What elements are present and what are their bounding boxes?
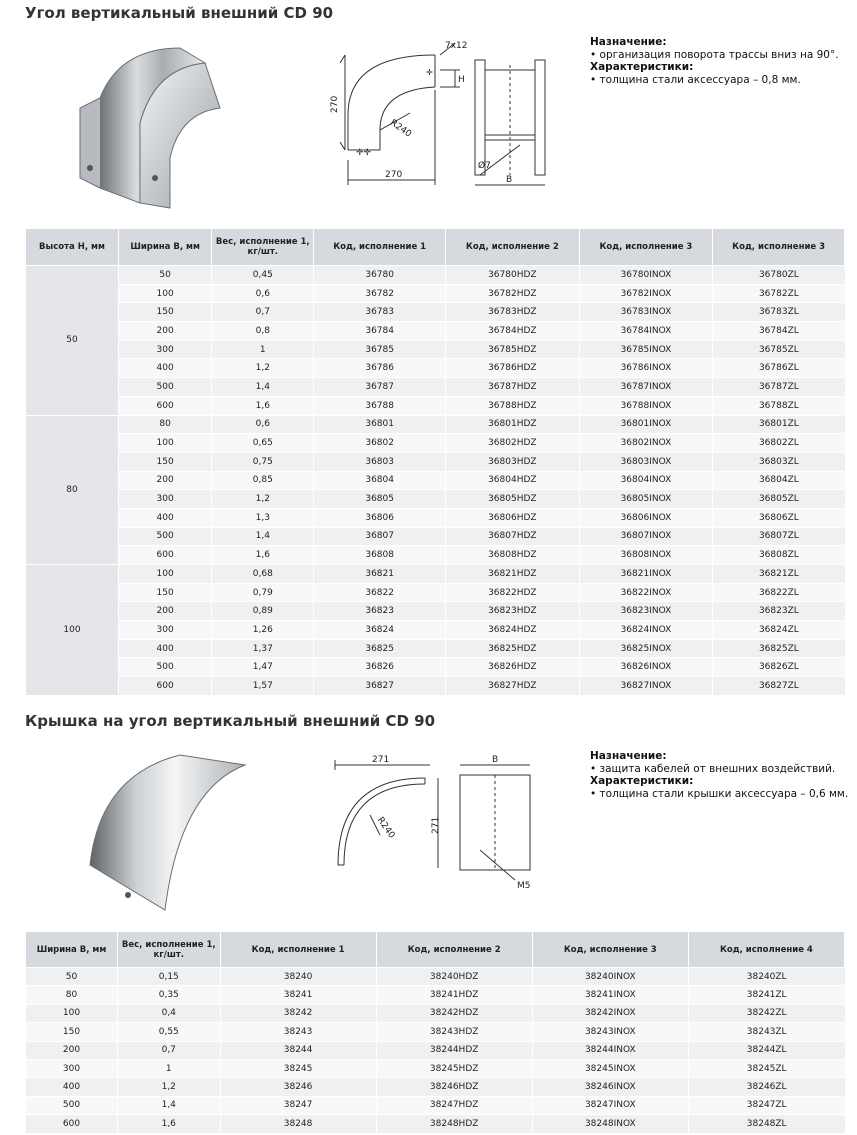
table-row (26, 621, 845, 640)
table-cell: 36780ZL (713, 266, 845, 285)
table-cell: 36788HDZ (446, 396, 580, 415)
table-cell: 400 (26, 1078, 118, 1096)
table-cell: 36803HDZ (446, 452, 580, 471)
cover-label-radius: R240 (374, 815, 397, 841)
section2-title: Крышка на угол вертикальный внешний CD 90 (25, 712, 436, 730)
table-cell: 0,55 (118, 1023, 221, 1041)
table-cell: 36821INOX (579, 565, 713, 584)
table-cell: 36802 (314, 434, 446, 453)
table-cell: 38242ZL (688, 1004, 844, 1022)
bend-product-photo (60, 28, 240, 218)
table-cell: 36826HDZ (446, 658, 580, 677)
table-cell: 36785ZL (713, 340, 845, 359)
table-cell: 36803 (314, 452, 446, 471)
table-cell: 36782HDZ (446, 284, 580, 303)
table-cell: 0,79 (212, 583, 314, 602)
table-cell: 38246 (220, 1078, 376, 1096)
table-cell: 36805INOX (579, 490, 713, 509)
table-cell: 38243 (220, 1023, 376, 1041)
bend-label-h: H (458, 75, 465, 85)
table-row (26, 284, 845, 303)
table-cell: 36804INOX (579, 471, 713, 490)
section1-title: Угол вертикальный внешний CD 90 (25, 4, 334, 22)
table-cell: 0,45 (212, 266, 314, 285)
table-cell: 36802ZL (713, 434, 845, 453)
table-cell: 0,7 (212, 303, 314, 322)
table-cell: 38248 (220, 1115, 376, 1133)
col-header: Вес, исполнение 1, кг/шт. (212, 229, 314, 266)
col-header: Высота H, мм (26, 229, 119, 266)
table-cell: 600 (118, 677, 211, 696)
table-cell: 36803INOX (579, 452, 713, 471)
table-cell: 300 (118, 621, 211, 640)
table-cell: 38246INOX (532, 1078, 688, 1096)
table-cell: 36784INOX (579, 322, 713, 341)
table-row (26, 359, 845, 378)
table-cell: 36807ZL (713, 527, 845, 546)
table-cell: 150 (118, 303, 211, 322)
table-row (26, 303, 845, 322)
table-cell: 38241ZL (688, 986, 844, 1004)
table-cell: 36806HDZ (446, 508, 580, 527)
svg-text:✛✛: ✛✛ (356, 148, 372, 158)
table-cell: 38248INOX (532, 1115, 688, 1133)
table-cell: 300 (118, 490, 211, 509)
table-cell: 36786ZL (713, 359, 845, 378)
table-cell: 36822 (314, 583, 446, 602)
table-cell: 1,2 (212, 359, 314, 378)
table-cell: 36784HDZ (446, 322, 580, 341)
table-cell: 36787INOX (579, 378, 713, 397)
table-cell: 100 (118, 565, 211, 584)
table-cell: 36806 (314, 508, 446, 527)
table-cell: 36821ZL (713, 565, 845, 584)
table-cell: 1,3 (212, 508, 314, 527)
table-cell: 36788 (314, 396, 446, 415)
table-cell: 36822HDZ (446, 583, 580, 602)
col-header: Код, исполнение 2 (446, 229, 580, 266)
purpose-text: • защита кабелей от внешних воздействий. (590, 762, 836, 775)
table-row (26, 527, 845, 546)
table-row (26, 602, 845, 621)
table-cell: 36780 (314, 266, 446, 285)
table-cell: 36822ZL (713, 583, 845, 602)
cover-product-photo (60, 745, 270, 920)
bend-label-hole: Ø7 (478, 161, 491, 171)
table-cell: 36807HDZ (446, 527, 580, 546)
col-header: Код, исполнение 3 (713, 229, 845, 266)
table-row (26, 658, 845, 677)
specs-text: • толщина стали аксессуара – 0,8 мм. (590, 73, 801, 86)
table-cell: 1,6 (212, 546, 314, 565)
table-cell: 600 (118, 546, 211, 565)
bend-label-slot: 7x12 (445, 41, 468, 51)
table-cell: 36801HDZ (446, 415, 580, 434)
table-cell: 36825ZL (713, 639, 845, 658)
table-cell: 36823 (314, 602, 446, 621)
table-cell: 150 (26, 1023, 118, 1041)
table-cell: 80 (118, 415, 211, 434)
table-cell: 36808HDZ (446, 546, 580, 565)
height-group-cell: 100 (26, 565, 119, 696)
table-cell: 36808ZL (713, 546, 845, 565)
table-cell: 38243INOX (532, 1023, 688, 1041)
table-row (26, 1096, 845, 1114)
table-cell: 36827 (314, 677, 446, 696)
table-cell: 0,35 (118, 986, 221, 1004)
table-cell: 36825HDZ (446, 639, 580, 658)
table-cell: 36826ZL (713, 658, 845, 677)
table-cell: 36825INOX (579, 639, 713, 658)
table-cell: 36801ZL (713, 415, 845, 434)
table-cell: 150 (118, 452, 211, 471)
table-cell: 36808INOX (579, 546, 713, 565)
table-row (26, 1041, 845, 1059)
table-row (26, 546, 845, 565)
table-cell: 36826INOX (579, 658, 713, 677)
table-row (26, 340, 845, 359)
table-cell: 38242HDZ (376, 1004, 532, 1022)
table-cell: 0,7 (118, 1041, 221, 1059)
table-cell: 0,65 (212, 434, 314, 453)
table-cell: 38247HDZ (376, 1096, 532, 1114)
table-cell: 36783INOX (579, 303, 713, 322)
table-header-row (26, 229, 845, 266)
table-cell: 36807INOX (579, 527, 713, 546)
table-cell: 36783HDZ (446, 303, 580, 322)
table-cell: 36808 (314, 546, 446, 565)
table-cell: 36804 (314, 471, 446, 490)
table-row (26, 471, 845, 490)
table-cell: 150 (118, 583, 211, 602)
table-cell: 600 (26, 1115, 118, 1133)
purpose-text: • организация поворота трассы вниз на 90°. (590, 48, 839, 61)
bend-label-radius: R240 (388, 118, 413, 140)
table-cell: 1,2 (212, 490, 314, 509)
table-cell: 36782 (314, 284, 446, 303)
bend-label-width: 270 (385, 170, 403, 180)
table-cell: 36785HDZ (446, 340, 580, 359)
table-cell: 200 (26, 1041, 118, 1059)
table-cell: 1,4 (212, 378, 314, 397)
table-cell: 38240HDZ (376, 968, 532, 986)
table-cell: 80 (26, 986, 118, 1004)
section1-info (590, 36, 850, 86)
col-header: Вес, исполнение 1, кг/шт. (118, 932, 221, 968)
table-cell: 0,89 (212, 602, 314, 621)
table-cell: 38243ZL (688, 1023, 844, 1041)
table-cell: 36805ZL (713, 490, 845, 509)
table-cell: 36784ZL (713, 322, 845, 341)
table-cell: 100 (118, 284, 211, 303)
purpose-heading: Назначение: (590, 750, 667, 762)
table-cell: 36786 (314, 359, 446, 378)
table-cell: 38245INOX (532, 1059, 688, 1077)
col-header: Код, исполнение 2 (376, 932, 532, 968)
height-group-cell: 80 (26, 415, 119, 565)
table-cell: 0,6 (212, 415, 314, 434)
table-row (26, 1059, 845, 1077)
table-cell: 36827HDZ (446, 677, 580, 696)
table-cell: 38245 (220, 1059, 376, 1077)
table-cell: 38248HDZ (376, 1115, 532, 1133)
table-cell: 38243HDZ (376, 1023, 532, 1041)
table-cell: 36806INOX (579, 508, 713, 527)
table-cell: 1,26 (212, 621, 314, 640)
section2-info (590, 750, 850, 800)
table-cell: 100 (118, 434, 211, 453)
specs-heading: Характеристики: (590, 61, 694, 73)
table-cell: 0,68 (212, 565, 314, 584)
col-header: Код, исполнение 4 (688, 932, 844, 968)
table-cell: 36805 (314, 490, 446, 509)
table-cell: 400 (118, 359, 211, 378)
table-cell: 38248ZL (688, 1115, 844, 1133)
cover-spec-table (25, 931, 845, 1134)
table-row (26, 490, 845, 509)
table-cell: 38247ZL (688, 1096, 844, 1114)
table-cell: 38241HDZ (376, 986, 532, 1004)
table-cell: 36782INOX (579, 284, 713, 303)
table-row (26, 396, 845, 415)
table-cell: 1,4 (212, 527, 314, 546)
table-row (26, 452, 845, 471)
table-cell: 1,6 (118, 1115, 221, 1133)
table-cell: 100 (26, 1004, 118, 1022)
table-cell: 36786HDZ (446, 359, 580, 378)
table-cell: 36826 (314, 658, 446, 677)
table-row (26, 639, 845, 658)
table-cell: 500 (118, 658, 211, 677)
table-cell: 1,37 (212, 639, 314, 658)
cover-label-b: B (492, 755, 499, 765)
cover-label-width: 271 (372, 755, 390, 765)
cover-label-m: M5 (517, 881, 531, 891)
table-row (26, 266, 845, 285)
table-row (26, 378, 845, 397)
table-cell: 36782ZL (713, 284, 845, 303)
table-cell: 36824HDZ (446, 621, 580, 640)
table-cell: 36806ZL (713, 508, 845, 527)
bend-technical-drawing (320, 35, 570, 195)
table-cell: 0,85 (212, 471, 314, 490)
cover-technical-drawing (320, 750, 550, 900)
table-cell: 36801INOX (579, 415, 713, 434)
table-cell: 36823ZL (713, 602, 845, 621)
table-row (26, 1078, 845, 1096)
table-cell: 1,57 (212, 677, 314, 696)
table-row (26, 415, 845, 434)
table-cell: 500 (26, 1096, 118, 1114)
table-cell: 38240ZL (688, 968, 844, 986)
table-cell: 1 (212, 340, 314, 359)
table-cell: 38244ZL (688, 1041, 844, 1059)
table-cell: 36805HDZ (446, 490, 580, 509)
table-cell: 38245ZL (688, 1059, 844, 1077)
table-cell: 36802HDZ (446, 434, 580, 453)
table-cell: 0,8 (212, 322, 314, 341)
table-cell: 0,75 (212, 452, 314, 471)
col-header: Код, исполнение 3 (532, 932, 688, 968)
table-cell: 1,47 (212, 658, 314, 677)
table-row (26, 986, 845, 1004)
bend-label-b: B (506, 175, 513, 185)
table-row (26, 583, 845, 602)
col-header: Код, исполнение 1 (314, 229, 446, 266)
table-cell: 36822INOX (579, 583, 713, 602)
table-cell: 1,4 (118, 1096, 221, 1114)
table-cell: 36803ZL (713, 452, 845, 471)
table-cell: 36827ZL (713, 677, 845, 696)
col-header: Ширина B, мм (118, 229, 211, 266)
table-cell: 36823INOX (579, 602, 713, 621)
table-cell: 0,6 (212, 284, 314, 303)
table-cell: 36824ZL (713, 621, 845, 640)
table-cell: 36787ZL (713, 378, 845, 397)
table-cell: 38244HDZ (376, 1041, 532, 1059)
table-cell: 36827INOX (579, 677, 713, 696)
table-row (26, 322, 845, 341)
table-row (26, 1023, 845, 1041)
table-cell: 38244 (220, 1041, 376, 1059)
table-cell: 500 (118, 378, 211, 397)
table-cell: 200 (118, 471, 211, 490)
col-header: Код, исполнение 3 (579, 229, 713, 266)
table-cell: 36807 (314, 527, 446, 546)
table-cell: 0,4 (118, 1004, 221, 1022)
table-row (26, 1004, 845, 1022)
cover-label-height: 271 (431, 816, 441, 834)
table-row (26, 968, 845, 986)
table-cell: 1,6 (212, 396, 314, 415)
table-cell: 36780INOX (579, 266, 713, 285)
table-cell: 400 (118, 508, 211, 527)
table-cell: 300 (26, 1059, 118, 1077)
table-cell: 38247 (220, 1096, 376, 1114)
table-cell: 36788INOX (579, 396, 713, 415)
table-cell: 38241 (220, 986, 376, 1004)
table-cell: 0,15 (118, 968, 221, 986)
table-cell: 38240INOX (532, 968, 688, 986)
table-cell: 50 (118, 266, 211, 285)
table-cell: 50 (26, 968, 118, 986)
table-cell: 38242 (220, 1004, 376, 1022)
table-cell: 38240 (220, 968, 376, 986)
bend-label-height: 270 (330, 95, 340, 113)
table-row (26, 677, 845, 696)
table-cell: 36784 (314, 322, 446, 341)
table-cell: 600 (118, 396, 211, 415)
table-cell: 36783ZL (713, 303, 845, 322)
table-cell: 38247INOX (532, 1096, 688, 1114)
table-cell: 36801 (314, 415, 446, 434)
table-cell: 36783 (314, 303, 446, 322)
table-cell: 36788ZL (713, 396, 845, 415)
table-cell: 36787 (314, 378, 446, 397)
table-cell: 38246HDZ (376, 1078, 532, 1096)
table-cell: 38241INOX (532, 986, 688, 1004)
table-cell: 500 (118, 527, 211, 546)
table-cell: 36825 (314, 639, 446, 658)
table-cell: 36787HDZ (446, 378, 580, 397)
table-cell: 300 (118, 340, 211, 359)
table-cell: 36786INOX (579, 359, 713, 378)
height-group-cell: 50 (26, 266, 119, 416)
table-cell: 36821 (314, 565, 446, 584)
table-row (26, 434, 845, 453)
specs-heading: Характеристики: (590, 775, 694, 787)
table-cell: 36802INOX (579, 434, 713, 453)
table-cell: 36785INOX (579, 340, 713, 359)
table-cell: 36804ZL (713, 471, 845, 490)
table-cell: 36804HDZ (446, 471, 580, 490)
bend-spec-table (25, 228, 845, 696)
table-row (26, 565, 845, 584)
specs-text: • толщина стали крышки аксессуара – 0,6 мм. (590, 787, 849, 800)
table-cell: 200 (118, 322, 211, 341)
table-row (26, 508, 845, 527)
purpose-heading: Назначение: (590, 36, 667, 48)
col-header: Код, исполнение 1 (220, 932, 376, 968)
table-cell: 1,2 (118, 1078, 221, 1096)
col-header: Ширина B, мм (26, 932, 118, 968)
table-header-row (26, 932, 845, 968)
svg-text:✛: ✛ (426, 68, 433, 77)
table-cell: 36785 (314, 340, 446, 359)
table-cell: 200 (118, 602, 211, 621)
table-row (26, 1115, 845, 1133)
table-cell: 36823HDZ (446, 602, 580, 621)
table-cell: 1 (118, 1059, 221, 1077)
table-cell: 38244INOX (532, 1041, 688, 1059)
table-cell: 36780HDZ (446, 266, 580, 285)
table-cell: 400 (118, 639, 211, 658)
table-cell: 38246ZL (688, 1078, 844, 1096)
table-cell: 38242INOX (532, 1004, 688, 1022)
table-cell: 36824INOX (579, 621, 713, 640)
table-cell: 36821HDZ (446, 565, 580, 584)
table-cell: 38245HDZ (376, 1059, 532, 1077)
table-cell: 36824 (314, 621, 446, 640)
